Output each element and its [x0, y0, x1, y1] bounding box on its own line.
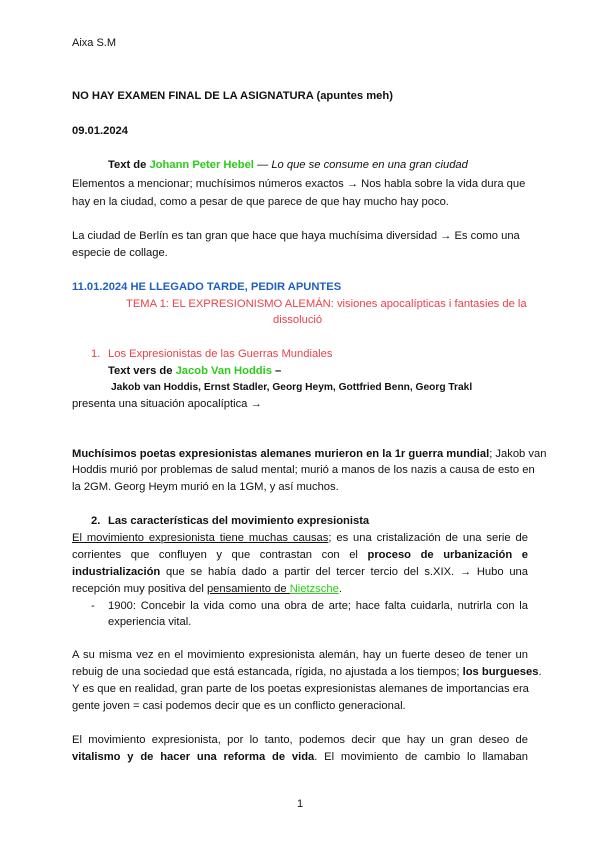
para4-line4: gente joven = casi podemos decir que es un conflicto generacional.	[72, 700, 406, 712]
date-heading-1: 09.01.2024	[72, 125, 128, 137]
section2-line4-plain: recepción muy positiva del	[72, 583, 207, 595]
causes-underline: El movimiento expresionista tiene muchas causas	[72, 532, 329, 544]
bullet-line2: experiencia vital.	[108, 616, 192, 628]
urbanization-bold: proceso de urbanización e	[367, 549, 528, 561]
text-dash: —	[253, 159, 272, 171]
para2-line2: especie de collage.	[72, 247, 168, 259]
section1-number: 1.	[91, 348, 101, 360]
headline-note: (apuntes meh)	[316, 90, 393, 102]
text-line	[108, 158, 468, 172]
para2-line1: La ciudad de Berlín es tan gran que hace que haya muchísima diversidad → Es como una	[72, 230, 520, 242]
poets-list: Jakob van Hoddis, Ernst Stadler, Georg Heym, Gottfried Benn, Georg Trakl	[111, 382, 473, 393]
section2-line3	[72, 565, 528, 579]
nietzsche-link[interactable]: Nietzsche	[289, 583, 339, 595]
section2-line4-end: .	[338, 583, 342, 595]
work-title: Lo que se consume en una gran ciudad	[271, 159, 468, 171]
section2-line2	[72, 548, 528, 562]
section2-line3-rest: que se había dado a partir del tercer tercio del s.XIX. → Hubo una	[160, 566, 528, 578]
para5-line1: El movimiento expresionista, por lo tanto, podemos decir que hay un gran deseo de	[72, 734, 528, 746]
tema-title-line2: dissolució	[273, 314, 323, 326]
para4-line2	[72, 665, 542, 679]
para3-line2: Hoddis murió por problemas de salud mental; murió a manos de los nazis a causa de esto en	[72, 464, 535, 476]
para4-line1: A su misma vez en el movimiento expresionista alemán, hay un fuerte deseo de tener un	[72, 649, 528, 661]
page-number: 1	[297, 798, 304, 810]
text-prefix: Text de	[108, 159, 150, 171]
thought-underline: pensamiento de	[206, 583, 290, 595]
para3-line3: la 2GM. Georg Heym murió en la 1GM, y así muchos.	[72, 481, 339, 493]
date-heading-2: 11.01.2024 HE LLEGADO TARDE, PEDIR APUNTES	[72, 281, 342, 293]
bullet-dash: -	[91, 600, 95, 612]
para1-line2: hay en la ciudad, como a pesar de que parece de que hay mucho hay poco.	[72, 196, 449, 208]
section2-number: 2.	[91, 515, 101, 527]
text-vers-prefix: Text vers de	[108, 365, 176, 377]
section1-title: Los Expresionistas de las Guerras Mundiales	[108, 348, 333, 360]
para3-rest: ; Jakob van	[489, 448, 547, 460]
vitalism-bold: vitalismo y de hacer una reforma de vida	[72, 751, 315, 763]
burgueses-bold: los burgueses	[462, 666, 539, 678]
para3-bold: Muchísimos poetas expresionistas alemanes murieron en la 1r guerra mundial	[72, 448, 490, 460]
industrialization-bold: industrialización	[72, 566, 161, 578]
apocalyptic-situation: presenta una situación apocalíptica →	[72, 398, 262, 410]
para4-line3: Y es que en realidad, gran parte de los poetas expresionistas alemanes de importancias era	[72, 683, 529, 695]
author-name: Aixa S.M	[72, 37, 117, 49]
section2-line1	[72, 531, 528, 545]
para3-line1	[72, 447, 547, 461]
headline-main: NO HAY EXAMEN FINAL DE LA ASIGNATURA	[72, 90, 314, 102]
tema-title-line1: TEMA 1: EL EXPRESIONISMO ALEMÁN: visiones apocalípticas i fantasies de la	[126, 298, 527, 310]
para1-line1: Elementos a mencionar; muchísimos números exactos → Nos habla sobre la vida dura que	[72, 178, 526, 190]
section2-line4	[72, 582, 342, 596]
author-hebel: Johann Peter Hebel	[149, 159, 254, 171]
para5-line2	[72, 750, 528, 764]
para4-line2-end: .	[538, 666, 542, 678]
para4-line2-plain: rebuig de una sociedad que está estancada, rígida, no ajustada a los tiempos;	[72, 666, 463, 678]
text-vers-dash: –	[271, 365, 282, 377]
para5-line2-rest: . El movimiento de cambio lo llamaban	[314, 751, 528, 763]
section2-title: Las características del movimiento expresionista	[108, 515, 370, 527]
text-vers-line	[108, 364, 281, 378]
section2-line2-plain: corrientes que confluyen y que contrastan con el	[72, 549, 368, 561]
bullet-line1: 1900: Concebir la vida como una obra de arte; hace falta cuidarla, nutrirla con la	[108, 600, 528, 612]
author-van-hoddis: Jacob Van Hoddis	[175, 365, 272, 377]
section2-line1-rest: ; es una cristalización de una serie de	[328, 532, 528, 544]
headline	[72, 89, 393, 103]
